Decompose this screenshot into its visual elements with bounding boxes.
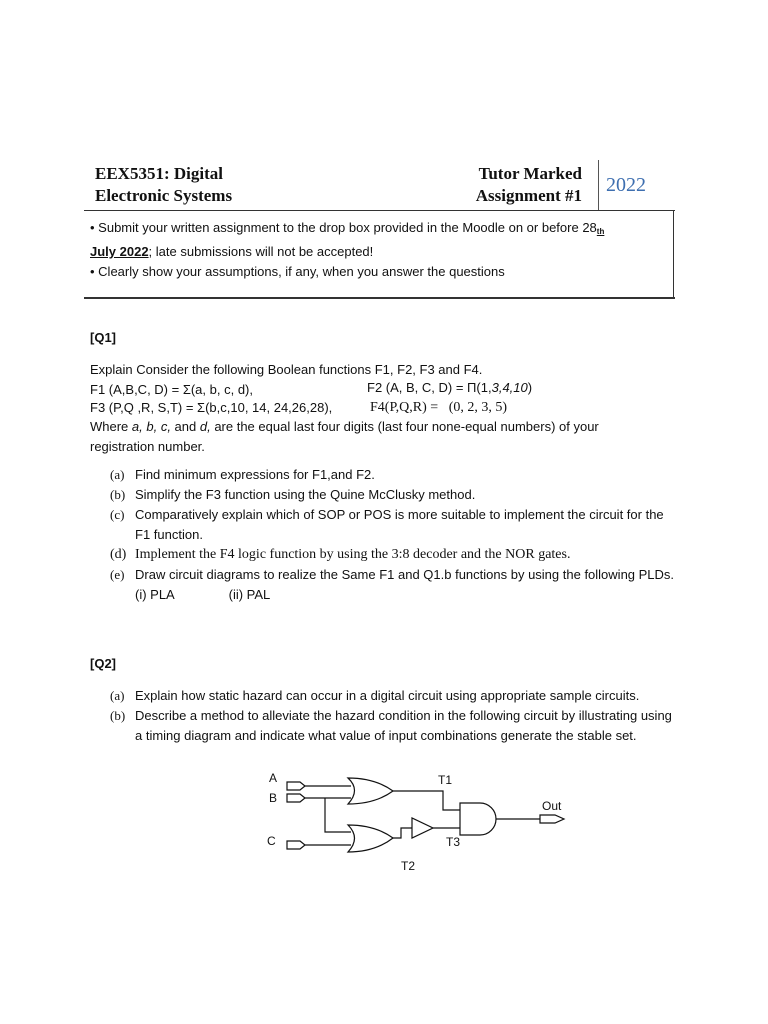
pld-option-pal: (ii) PAL — [228, 587, 271, 602]
assignment-title-line2: Assignment #1 — [475, 186, 582, 205]
q1-item-d: (d) Implement the F4 logic function by using the 3:8 decoder and the NOR gates. — [110, 547, 571, 562]
course-title-line2: Electronic Systems — [95, 186, 233, 205]
instruction-assumptions: • Clearly show your assumptions, if any, when you answer the questions — [90, 264, 505, 279]
instruction-deadline: July 2022; late submissions will not be accepted! — [90, 244, 374, 259]
q2-question-list — [110, 686, 680, 746]
assignment-title — [440, 163, 582, 207]
instructions-box — [90, 218, 670, 282]
label-t3: T3 — [446, 835, 461, 849]
q1-f4: F4(P,Q,R) = (0, 2, 3, 5) — [370, 400, 508, 415]
label-t2: T2 — [401, 859, 416, 873]
q1-item-a: (a) Find minimum expressions for F1,and F2. — [110, 467, 375, 482]
pld-option-pla: (i) PLA — [135, 587, 175, 602]
q1-pld-options — [110, 585, 680, 605]
instructions-right-border — [673, 210, 674, 298]
q1-heading: [Q1] — [90, 330, 116, 345]
q2-item-b: (b) Describe a method to alleviate the hazard condition in the following circuit by illustrating using a timing diagram and indicate what value of input combinations generate the stable set. — [110, 708, 672, 743]
year-label: 2022 — [606, 174, 646, 196]
course-title-line1: EEX5351: Digital — [95, 164, 223, 183]
q1-f1: F1 (A,B,C, D) = Σ(a, b, c, d), — [90, 382, 253, 397]
deadline-date: July 2022 — [90, 244, 149, 259]
output-pin — [540, 815, 564, 823]
instruction-submit: • Submit your written assignment to the drop box provided in the Moodle on or before $28_{th}$ — [90, 220, 605, 236]
buffer-gate — [412, 818, 433, 838]
instructions-top-border — [84, 210, 675, 211]
q1-where: Where a, b, c, and d, are the equal last four digits (last four none-equal numbers) of your — [90, 419, 599, 434]
q1-intro: Explain Consider the following Boolean functions F1, F2, F3 and F4. — [90, 362, 483, 377]
input-pin-c — [287, 841, 305, 849]
q1-question-list — [110, 465, 680, 605]
label-input-c: C — [267, 834, 276, 848]
label-out: Out — [542, 799, 562, 813]
instructions-bottom-border — [84, 297, 675, 299]
q1-item-e: (e) Draw circuit diagrams to realize the Same F1 and Q1.b functions by using the following PLDs. — [110, 567, 675, 582]
label-input-a: A — [269, 771, 278, 785]
assignment-title-line1: Tutor Marked — [478, 164, 582, 183]
label-input-b: B — [269, 791, 278, 805]
label-t1: T1 — [438, 773, 453, 787]
q1-item-c: (c) Comparatively explain which of SOP or POS is more suitable to implement the circuit for the F1 function. — [110, 507, 664, 542]
q1-where-line2: registration number. — [90, 439, 205, 454]
q2-heading: [Q2] — [90, 656, 116, 671]
header-divider — [598, 160, 599, 211]
q1-f2: F2 (A, B, C, D) = Π(1,3,4,10) — [367, 380, 533, 395]
course-title — [95, 163, 232, 207]
or-gate-2 — [348, 825, 393, 852]
q1-item-b: (b) Simplify the F3 function using the Quine McClusky method. — [110, 487, 476, 502]
input-pin-a — [287, 782, 305, 790]
q2-item-a: (a) Explain how static hazard can occur in a digital circuit using appropriate sample circuits. — [110, 688, 640, 703]
input-pin-b — [287, 794, 305, 802]
hazard-circuit-diagram — [255, 770, 575, 880]
and-gate — [460, 803, 496, 835]
q1-f3: F3 (P,Q ,R, S,T) = Σ(b,c,10, 14, 24,26,28), — [90, 400, 333, 415]
or-gate-1 — [348, 778, 393, 804]
